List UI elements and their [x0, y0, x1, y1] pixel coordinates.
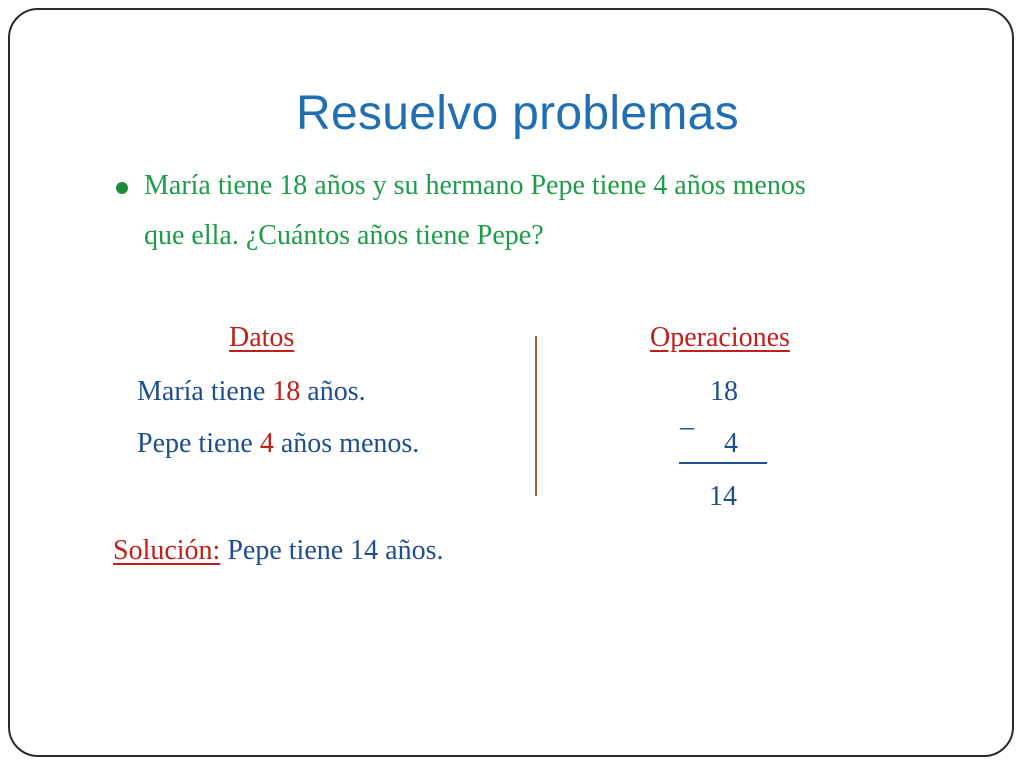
solucion-line — [113, 535, 444, 567]
datos-header: Datos — [229, 322, 295, 353]
page-title: Resuelvo problemas — [296, 87, 739, 140]
operacion-minuendo: 18 — [710, 376, 738, 407]
dato-pepe-pre: Pepe tiene — [137, 428, 260, 459]
dato-pepe — [137, 428, 419, 460]
operacion-resultado: 14 — [709, 481, 737, 512]
column-divider — [535, 336, 537, 496]
operation-rule — [679, 462, 767, 464]
dato-maria — [137, 376, 366, 408]
dato-pepe-number: 4 — [259, 428, 274, 459]
operacion-sustraendo: 4 — [724, 428, 738, 459]
solucion-label: Solución: — [113, 535, 221, 566]
dato-maria-post: años. — [300, 376, 366, 407]
dato-maria-pre: María tiene — [137, 376, 273, 407]
minus-sign: _ — [680, 402, 694, 433]
solucion-text: Pepe tiene 14 años. — [220, 535, 444, 566]
dato-maria-number: 18 — [272, 376, 301, 407]
bullet-icon — [116, 182, 128, 194]
dato-pepe-post: años menos. — [273, 428, 420, 459]
question-line-2: que ella. ¿Cuántos años tiene Pepe? — [144, 220, 544, 251]
operaciones-header: Operaciones — [650, 322, 790, 353]
question-line-1: María tiene 18 años y su hermano Pepe tiene 4 años menos — [144, 170, 806, 201]
